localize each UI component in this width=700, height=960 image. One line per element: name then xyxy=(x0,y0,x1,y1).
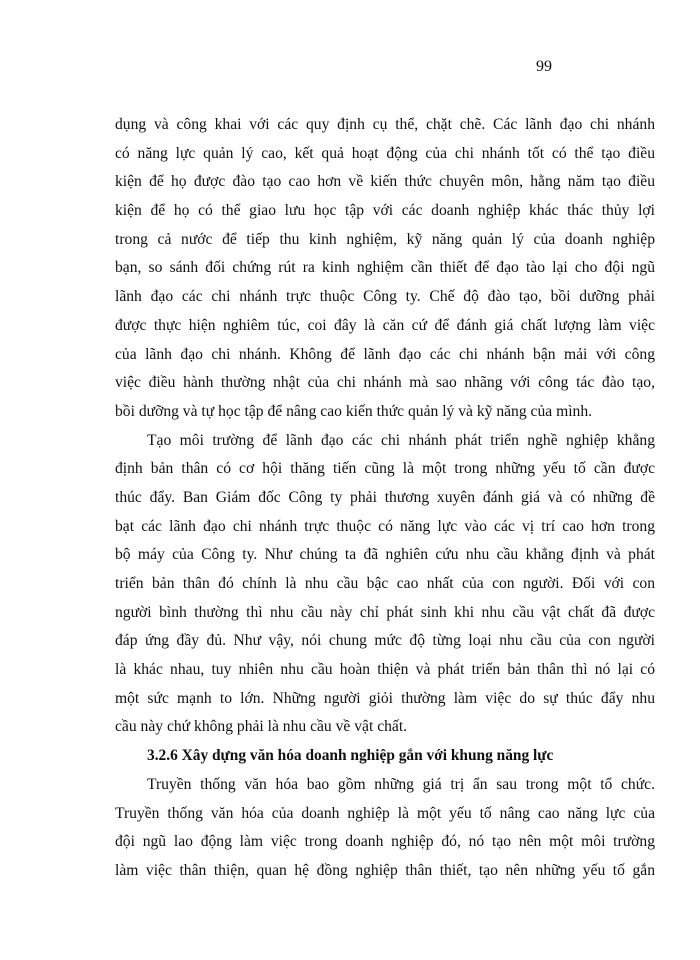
text-line: Tạo môi trường để lãnh đạo các chi nhánh phát triển nghề nghiệp khẳng xyxy=(147,431,655,449)
text-line: bạn, so sánh đối chứng rút ra kinh nghiệm cần thiết để đạo tào lại cho đội ngũ xyxy=(115,259,655,277)
text-line: được thực hiện nghiêm túc, coi đây là căn cứ để đánh giá chất lượng làm việc xyxy=(115,316,655,334)
text-line: trong cả nước để tiếp thu kinh nghiệm, kỹ năng quản lý của doanh nghiệp xyxy=(115,230,655,248)
text-line: bạt các lãnh đạo chi nhánh trực thuộc có năng lực vào các vị trí cao hơn trong xyxy=(115,517,655,535)
paragraph xyxy=(115,771,655,886)
text-line: làm việc thân thiện, quan hệ đồng nghiệp thân thiết, tạo nên những yếu tố gắn xyxy=(115,861,655,879)
text-line: kiện để họ được đào tạo cao hơn về kiến thức chuyên môn, hằng năm tạo điều xyxy=(115,173,655,191)
text-line: bồi dưỡng và tự học tập để nâng cao kiến thức quản lý và kỹ năng của mình. xyxy=(115,402,593,420)
paragraph xyxy=(115,111,655,427)
text-line: bộ máy của Công ty. Như chúng ta đã nghiên cứu nhu cầu khẳng định và phát xyxy=(115,546,655,564)
page-number: 99 xyxy=(536,58,552,75)
text-line: một sức mạnh to lớn. Những người giỏi thường làm việc do sự thúc đẩy nhu xyxy=(115,689,655,707)
text-line: là khác nhau, tuy nhiên nhu cầu hoàn thiện và phát triển bản thân thì nó lại có xyxy=(115,661,655,679)
text-line: đội ngũ lao động làm việc trong doanh nghiệp đó, nó tạo nên một môi trường xyxy=(115,833,655,851)
text-line: định bản thân có cơ hội thăng tiến cũng là một trong những yếu tố cần được xyxy=(115,460,655,478)
document-body xyxy=(115,111,655,886)
text-line: của lãnh đạo chi nhánh. Không để lãnh đạo các chi nhánh bận mải với công xyxy=(115,345,655,363)
text-line: kiện để họ có thể giao lưu học tập với các doanh nghiệp khác thác thủy lợi xyxy=(115,202,655,220)
text-line: có năng lực quản lý cao, kết quả hoạt động của chi nhánh tốt có thể tạo điều xyxy=(115,144,655,162)
text-line: đáp ứng đầy đủ. Như vậy, nói chung mức độ từng loại nhu cầu của con người xyxy=(115,632,655,650)
text-line: người bình thường thì nhu cầu này chỉ phát sinh khi nhu cầu vật chất đã được xyxy=(115,603,655,621)
text-line: Truyền thống văn hóa bao gồm những giá trị ẩn sau trong một tổ chức. xyxy=(147,775,655,793)
text-line: triển bản thân đó chính là nhu cầu bậc cao nhất của con người. Đối với con xyxy=(115,575,655,592)
paragraph xyxy=(115,427,655,743)
section-heading: 3.2.6 Xây dựng văn hóa doanh nghiệp gắn với khung năng lực xyxy=(147,747,554,765)
text-line: lãnh đạo các chi nhánh trực thuộc Công ty. Chế độ đào tạo, bồi dưỡng phải xyxy=(115,288,655,306)
text-line: Truyền thống văn hóa của doanh nghiệp là một yếu tố nâng cao năng lực của xyxy=(115,804,655,822)
text-line: dụng và công khai với các quy định cụ thể, chặt chẽ. Các lãnh đạo chi nhánh xyxy=(115,116,655,133)
text-line: việc điều hành thường nhật của chi nhánh mà sao nhãng với công tác đào tạo, xyxy=(115,374,655,392)
text-line: cầu này chứ không phải là nhu cầu về vật chất. xyxy=(115,718,408,736)
text-line: thúc đẩy. Ban Giám đốc Công ty phải thương xuyên đánh giá và có những đề xyxy=(115,488,655,506)
